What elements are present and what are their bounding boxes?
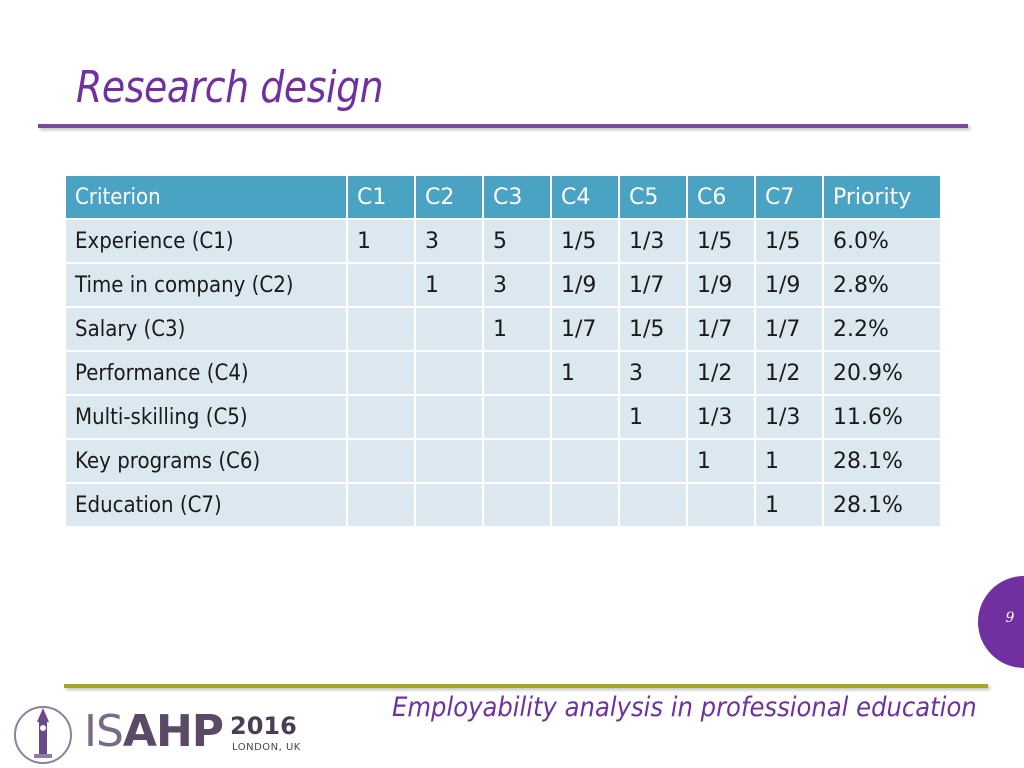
comparison-cell [416,352,482,394]
comparison-cell [552,484,618,526]
comparison-cell [416,308,482,350]
comparison-cell [620,440,686,482]
comparison-cell: 1/2 [688,352,754,394]
priority-cell: 11.6% [824,396,940,438]
comparison-cell [484,396,550,438]
criterion-cell: Education (C7) [66,484,346,526]
pairwise-comparison-table [64,174,942,528]
criterion-cell: Performance (C4) [66,352,346,394]
criterion-cell: Experience (C1) [66,220,346,262]
table-row [66,352,940,394]
column-header: C6 [688,176,754,218]
comparison-cell [552,396,618,438]
big-ben-icon [12,704,74,766]
comparison-cell: 1/3 [756,396,822,438]
comparison-cell [348,440,414,482]
comparison-cell: 1/3 [688,396,754,438]
column-header: C2 [416,176,482,218]
comparison-cell: 1/3 [620,220,686,262]
comparison-cell [484,484,550,526]
comparison-cell: 1 [688,440,754,482]
comparison-cell: 1 [348,220,414,262]
column-header: C4 [552,176,618,218]
comparison-cell: 1/9 [552,264,618,306]
title-divider [38,124,968,128]
comparison-cell [348,396,414,438]
comparison-cell [348,264,414,306]
comparison-cell: 1/9 [688,264,754,306]
comparison-cell: 1/2 [756,352,822,394]
table-header-row [66,176,940,218]
table-body [66,220,940,526]
column-header: Priority [824,176,940,218]
comparison-cell: 1 [552,352,618,394]
logo-wordmark: ISAHP [84,706,224,757]
criterion-cell: Multi-skilling (C5) [66,396,346,438]
comparison-cell: 3 [484,264,550,306]
table-row [66,440,940,482]
comparison-cell [484,440,550,482]
logo-location: LONDON, UK [232,742,301,753]
table-row [66,220,940,262]
table-row [66,484,940,526]
criterion-cell: Time in company (C2) [66,264,346,306]
comparison-cell: 1/7 [620,264,686,306]
comparison-cell: 1 [416,264,482,306]
comparison-cell: 1/5 [552,220,618,262]
comparison-cell: 1 [484,308,550,350]
column-header: C5 [620,176,686,218]
comparison-cell: 3 [620,352,686,394]
priority-cell: 20.9% [824,352,940,394]
comparison-cell: 1 [756,440,822,482]
comparison-cell: 3 [416,220,482,262]
priority-cell: 2.8% [824,264,940,306]
priority-cell: 2.2% [824,308,940,350]
column-header: C1 [348,176,414,218]
comparison-cell: 1/9 [756,264,822,306]
comparison-cell: 1/5 [688,220,754,262]
page-number: 9 [1005,610,1015,626]
comparison-cell [552,440,618,482]
criterion-cell: Key programs (C6) [66,440,346,482]
comparison-cell [348,352,414,394]
priority-cell: 6.0% [824,220,940,262]
criterion-cell: Salary (C3) [66,308,346,350]
comparison-cell: 1/5 [756,220,822,262]
table-row [66,396,940,438]
column-header: Criterion [66,176,346,218]
footer-title: Employability analysis in professional education [392,692,977,723]
comparison-cell: 5 [484,220,550,262]
isahp-logo [12,702,312,764]
comparison-cell: 1 [756,484,822,526]
comparison-cell: 1 [620,396,686,438]
comparison-cell [484,352,550,394]
slide-title: Research design [76,62,384,113]
comparison-cell: 1/5 [620,308,686,350]
comparison-cell [416,484,482,526]
priority-cell: 28.1% [824,440,940,482]
priority-cell: 28.1% [824,484,940,526]
comparison-cell [348,484,414,526]
comparison-cell [416,440,482,482]
comparison-cell: 1/7 [552,308,618,350]
table-row [66,264,940,306]
comparison-cell: 1/7 [756,308,822,350]
comparison-cell [688,484,754,526]
comparison-cell [416,396,482,438]
logo-year: 2016 [230,712,297,740]
column-header: C3 [484,176,550,218]
footer-divider [64,684,988,688]
table-row [66,308,940,350]
comparison-cell [620,484,686,526]
comparison-cell: 1/7 [688,308,754,350]
column-header: C7 [756,176,822,218]
comparison-cell [348,308,414,350]
